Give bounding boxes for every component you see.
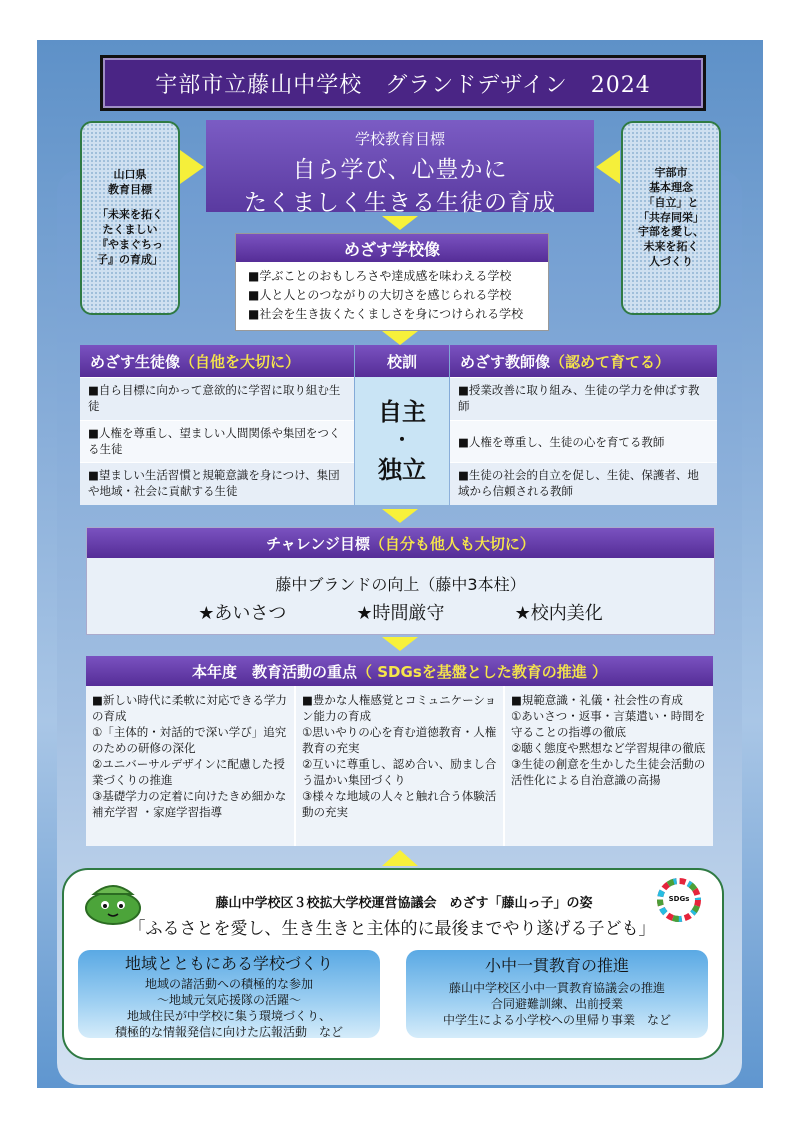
school-motto <box>355 377 449 505</box>
goal-label: 学校教育目標 <box>354 130 445 148</box>
teacher-image-header <box>450 345 717 377</box>
focus-item: ③様々な地域の人々と触れ合う体験活動の充実 <box>302 789 497 819</box>
challenge-goal-box <box>86 527 715 635</box>
student-item: ■人権を尊重し、望ましい人間関係や集団をつくる生徒 <box>80 420 354 462</box>
challenge-header-text: チャレンジ目標 <box>266 534 370 553</box>
community-box-line: 地域の諸活動への積極的な参加 <box>144 977 313 991</box>
teacher-item: ■人権を尊重し、生徒の心を育てる教師 <box>450 420 717 462</box>
community-box-line: 積極的な情報発信に向けた広報活動 など <box>114 1025 343 1039</box>
side-line: 教育目標 <box>108 183 152 197</box>
goal-line-1: 自ら学び、心豊かに <box>292 157 508 183</box>
student-header-text: めざす生徒像 <box>90 352 181 371</box>
integrated-education-box <box>406 950 708 1038</box>
focus-item: ③生徒の創意を生かした生徒会活動の活性化による自治意識の高揚 <box>511 757 706 787</box>
teacher-item: ■授業改善に取り組み、生徒の学力を伸ばす教師 <box>450 377 717 420</box>
student-image-header <box>80 345 354 377</box>
pillar-greeting: ★あいさつ <box>198 603 287 624</box>
school-image-item: ■学ぶことのおもしろさや達成感を味わえる学校 <box>248 269 512 283</box>
integrated-box-line: 中学生による小学校への里帰り事業 など <box>442 1013 671 1027</box>
focus-item: ②ユニバーサルデザインに配慮した授業づくりの推進 <box>92 757 285 787</box>
arrow-right-icon <box>180 150 204 184</box>
community-section <box>62 868 724 1060</box>
focus-column-title: ■豊かな人権感覚とコミュニケーション能力の育成 <box>302 693 497 723</box>
motto-line-1: 自主 <box>378 398 426 426</box>
focus-column-title: ■規範意識・礼儀・社会性の育成 <box>511 693 683 707</box>
pillar-punctuality: ★時間厳守 <box>356 603 445 624</box>
community-box-title: 地域とともにある学校づくり <box>124 954 333 973</box>
council-title: 藤山中学校区３校拡大学校運営協議会 めざす「藤山っ子」の姿 <box>215 896 593 911</box>
city-philosophy-box <box>621 121 721 315</box>
side-line: たくましい <box>102 223 158 236</box>
side-line: 子』の育成」 <box>97 252 163 266</box>
school-image-header: めざす学校像 <box>236 234 548 262</box>
pillar-cleanliness: ★校内美化 <box>514 603 603 624</box>
education-focus-box <box>86 656 713 846</box>
side-line: 『やまぐちっ <box>97 237 163 251</box>
focus-item: ①「主体的・対話的で深い学び」追究のための研修の深化 <box>92 725 287 755</box>
school-image-box <box>235 233 549 331</box>
page-title: 宇部市立藤山中学校 グランドデザイン 2024 <box>100 55 706 111</box>
focus-item: ①あいさつ・返事・言葉遣い・時間を守ることの指導の徹底 <box>511 709 706 739</box>
focus-item: ①思いやりの心を育む道徳教育・人権教育の充実 <box>302 725 497 755</box>
challenge-brand: 藤中ブランドの向上（藤中3本柱） <box>275 575 526 594</box>
teacher-header-text: めざす教師像 <box>460 352 551 371</box>
arrow-left-icon <box>596 150 620 184</box>
integrated-box-line: 合同避難訓練、出前授業 <box>490 997 623 1011</box>
focus-header-sub: （ SDGsを基盤とした教育の推進 ） <box>357 662 607 681</box>
community-school-box <box>78 950 380 1038</box>
side-line: 未来を拓く <box>643 240 699 254</box>
slogan: 「ふるさとを愛し、生き生きと主体的に最後までやり遂げる子ども」 <box>128 919 656 939</box>
student-item: ■望ましい生活習慣と規範意識を身につけ、集団や地域・社会に貢献する生徒 <box>80 462 354 505</box>
goal-line-2: たくましく生きる生徒の育成 <box>244 190 556 216</box>
challenge-header <box>87 528 714 558</box>
teacher-header-sub: （認めて育てる） <box>550 352 671 371</box>
side-line: 「共存同栄」 <box>638 210 704 224</box>
student-item: ■自ら目標に向かって意欲的に学習に取り組む生徒 <box>80 377 354 420</box>
arrow-down-icon <box>382 331 418 345</box>
challenge-pillars <box>87 599 714 625</box>
focus-header-text: 本年度 教育活動の重点 <box>192 662 358 681</box>
motto-dot: ・ <box>393 430 411 451</box>
school-image-item: ■人と人とのつながりの大切さを感じられる学校 <box>248 288 512 302</box>
teacher-image-list <box>450 377 717 505</box>
arrow-down-icon <box>382 509 418 523</box>
arrow-down-icon <box>382 637 418 651</box>
student-motto-teacher-section <box>80 345 717 505</box>
integrated-box-title: 小中一貫教育の推進 <box>484 956 629 975</box>
community-box-line: 地域住民が中学校に集う環境づくり、 <box>126 1009 331 1023</box>
school-image-item: ■社会を生き抜くたくましさを身につけられる学校 <box>248 307 524 321</box>
focus-column-title: ■新しい時代に柔軟に対応できる学力の育成 <box>92 693 287 723</box>
prefecture-goal-box <box>80 121 180 315</box>
student-image-list <box>80 377 354 505</box>
focus-column-discipline <box>505 686 713 846</box>
integrated-box-line: 藤山中学校区小中一貫教育協議会の推進 <box>448 981 665 995</box>
focus-item: ③基礎学力の定着に向けたきめ細かな補充学習 ・家庭学習指導 <box>92 789 287 819</box>
teacher-item: ■生徒の社会的自立を促し、生徒、保護者、地域から信頼される教師 <box>450 462 717 505</box>
motto-line-2: 独立 <box>378 456 426 484</box>
focus-header <box>86 656 713 686</box>
arrow-down-icon <box>382 216 418 230</box>
focus-item: ②互いに尊重し、認め合い、励まし合う温かい集団づくり <box>302 757 497 787</box>
side-line: 宇部を愛し、 <box>638 225 704 239</box>
motto-header: 校訓 <box>355 345 449 377</box>
community-box-line: ～地域元気応援隊の活躍～ <box>156 993 301 1007</box>
focus-column-human-rights <box>296 686 503 846</box>
arrow-up-icon <box>382 850 418 866</box>
side-line: 「未来を拓く <box>97 208 163 222</box>
focus-item: ②聴く態度や黙想など学習規律の徹底 <box>511 741 706 755</box>
challenge-header-sub: （自分も他人も大切に） <box>369 534 535 553</box>
side-line: 基本理念 <box>649 180 693 194</box>
side-line: 宇部市 <box>654 166 688 180</box>
side-line: 人づくり <box>649 255 693 269</box>
student-header-sub: （自他を大切に） <box>180 352 301 371</box>
side-line: 「自立」と <box>643 195 699 209</box>
school-goal-box <box>206 120 594 216</box>
focus-column-academic <box>86 686 294 846</box>
side-line: 山口県 <box>113 168 147 182</box>
sdgs-label: SDGs <box>668 895 690 903</box>
